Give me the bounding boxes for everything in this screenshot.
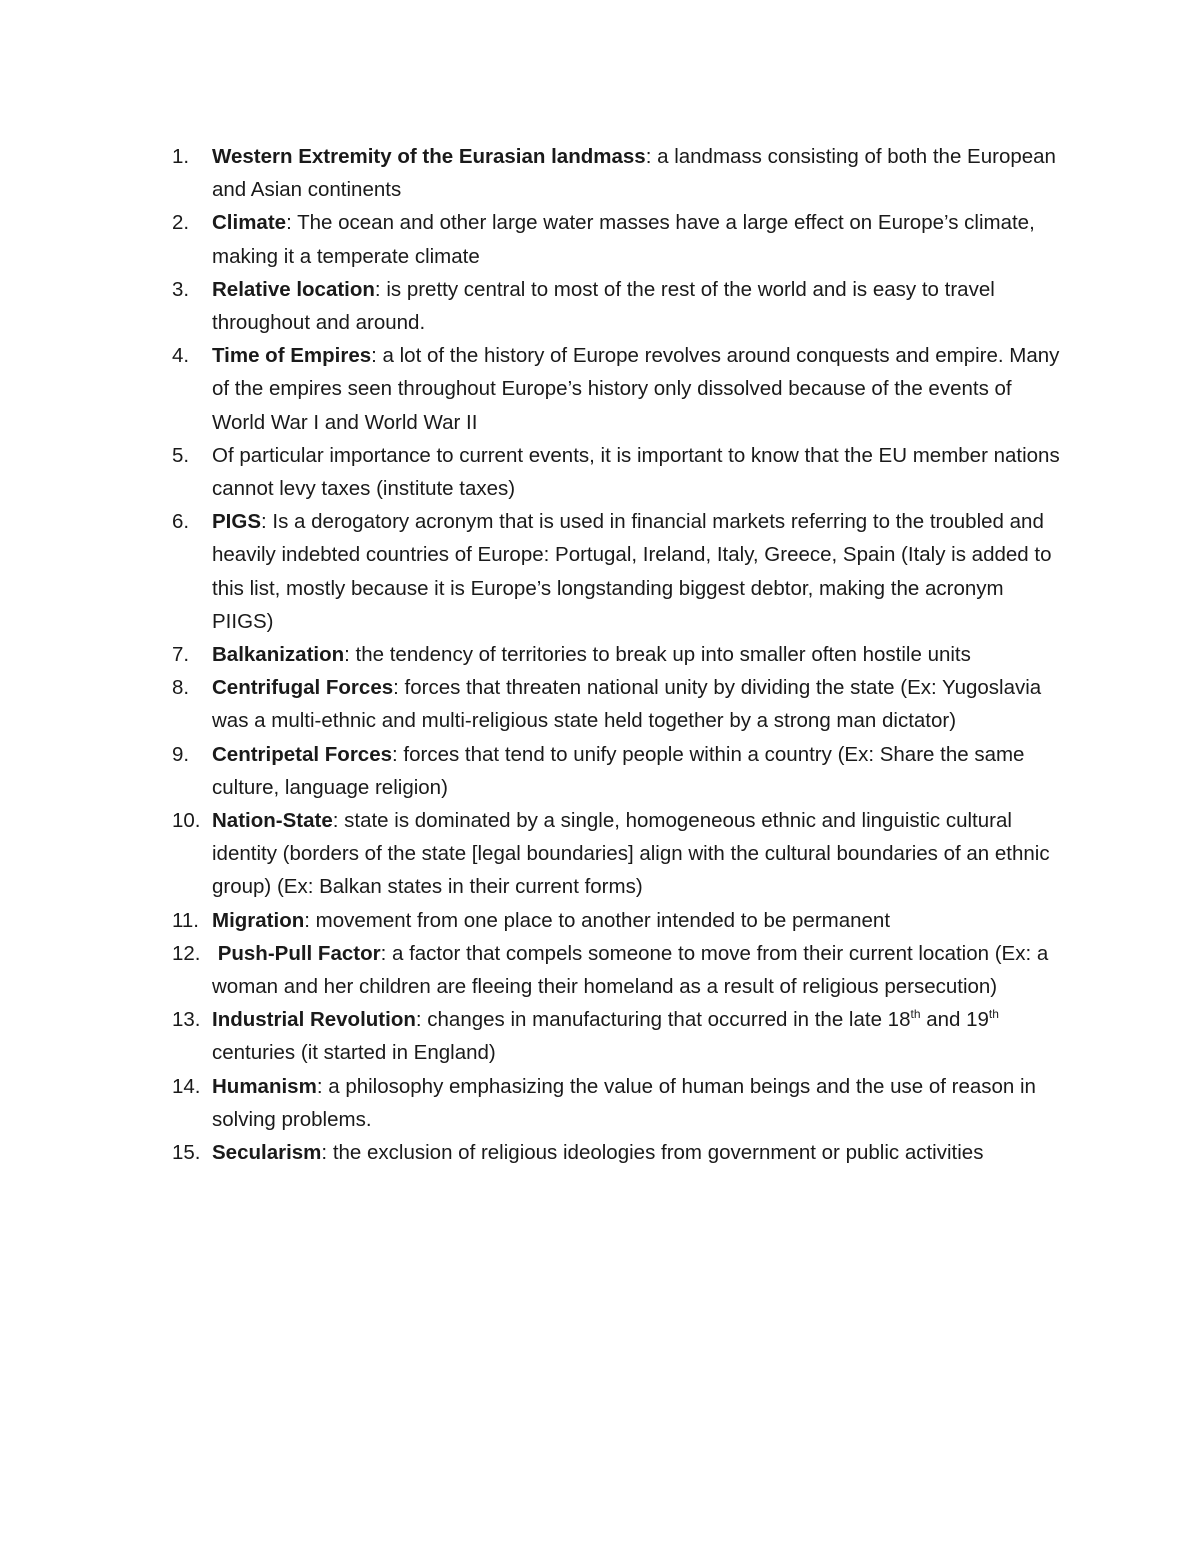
item-definition: forces that threaten national unity by dividing the state (Ex: Yugoslavia was a multi-ethnic and multi-religious state held together by a strong man dictator) <box>212 676 1042 733</box>
item-separator: : <box>415 1008 428 1032</box>
item-content <box>212 671 1062 737</box>
item-term: Western Extremity of the Eurasian landmass <box>212 145 646 168</box>
item-number: 3. <box>172 277 190 301</box>
item-definition: Of particular importance to current events, it is important to know that the EU member nations cannot levy taxes (institute taxes) <box>212 443 1060 501</box>
item-separator: : <box>304 908 316 932</box>
item-definition: forces that tend to unify people within a country (Ex: Share the same culture, language religion) <box>212 742 1025 799</box>
item-content <box>212 638 1062 671</box>
list-item <box>172 140 1062 206</box>
item-definition: Is a derogatory acronym that is used in financial markets referring to the troubled and heavily indebted countries of Europe: Portugal, Ireland, Italy, Greece, Spain (Italy is added to this list, mostly because it is Europe’s longstanding biggest debtor, making the acronym PIIGS) <box>212 510 1052 633</box>
item-number: 5. <box>172 443 190 467</box>
item-term: Secularism <box>212 1141 322 1165</box>
item-term: Climate <box>212 211 287 235</box>
item-separator: : <box>380 941 392 965</box>
list-item <box>172 671 1062 737</box>
item-term: Humanism <box>212 1074 317 1098</box>
term-list <box>172 140 1062 1169</box>
list-item <box>172 339 1062 439</box>
item-separator: : <box>374 277 387 301</box>
item-content <box>212 738 1062 804</box>
superscript: th <box>988 1007 999 1022</box>
item-number: 8. <box>172 676 190 700</box>
item-separator: : <box>371 344 383 368</box>
item-separator: : <box>392 742 404 766</box>
item-separator: : <box>261 510 273 534</box>
item-separator: : <box>645 145 658 168</box>
item-content <box>212 273 1062 339</box>
list-item <box>172 937 1062 1003</box>
item-number: 6. <box>172 510 190 534</box>
item-term: Centrifugal Forces <box>212 676 394 700</box>
item-number: 10. <box>172 809 201 833</box>
item-content <box>212 206 1062 272</box>
item-term: PIGS <box>212 510 261 534</box>
item-definition: a factor that compels someone to move from their current location (Ex: a woman and her children are fleeing their homeland as a result of religious persecution) <box>212 941 1049 999</box>
list-item <box>172 738 1062 804</box>
item-definition: the exclusion of religious ideologies from government or public activities <box>332 1141 984 1165</box>
item-number: 11. <box>172 908 199 932</box>
item-number: 7. <box>172 643 190 667</box>
item-number: 12. <box>172 941 201 965</box>
list-item <box>172 804 1062 904</box>
item-definition-part: centuries (it started in England) <box>212 1041 496 1065</box>
item-definition: is pretty central to most of the rest of the world and is easy to travel throughout and around. <box>212 277 995 335</box>
item-separator: : <box>344 643 356 667</box>
item-definition-part: and 19 <box>920 1008 989 1032</box>
list-item <box>172 1136 1062 1169</box>
list-item <box>172 904 1062 937</box>
item-definition: a lot of the history of Europe revolves around conquests and empire. Many of the empires seen throughout Europe’s history only dissolved because of the events of World War I and World War II <box>212 344 1060 434</box>
item-content <box>212 439 1062 505</box>
list-item <box>172 1003 1062 1069</box>
item-separator: : <box>286 211 298 235</box>
item-term: Time of Empires <box>212 344 372 368</box>
item-definition: movement from one place to another intended to be permanent <box>315 908 891 932</box>
item-number: 13. <box>172 1008 201 1032</box>
item-definition: The ocean and other large water masses have a large effect on Europe’s climate, making it a temperate climate <box>212 211 1035 268</box>
list-item <box>172 273 1062 339</box>
item-separator: : <box>393 676 405 700</box>
item-term: Centripetal Forces <box>212 742 392 766</box>
item-number: 2. <box>172 211 190 235</box>
list-item <box>172 638 1062 671</box>
item-number: 15. <box>172 1141 201 1165</box>
item-number: 1. <box>172 145 190 168</box>
item-number: 9. <box>172 742 190 766</box>
item-content <box>212 1003 1062 1069</box>
item-definition: a landmass consisting of both the European and Asian continents <box>212 145 1056 202</box>
item-content <box>212 804 1062 904</box>
item-content <box>212 505 1062 638</box>
item-content <box>212 904 1062 937</box>
superscript: th <box>910 1007 921 1022</box>
item-term: Balkanization <box>212 643 345 667</box>
item-term: Push-Pull Factor <box>212 941 381 965</box>
item-term: Migration <box>212 908 305 932</box>
list-item <box>172 206 1062 272</box>
item-number: 4. <box>172 344 190 368</box>
item-content <box>212 937 1062 1003</box>
list-item <box>172 439 1062 505</box>
item-content <box>212 1136 1062 1169</box>
item-term: Industrial Revolution <box>212 1008 416 1032</box>
item-separator: : <box>332 809 345 833</box>
item-separator: : <box>321 1141 333 1165</box>
item-content <box>212 140 1062 206</box>
item-term: Relative location <box>212 277 375 301</box>
list-item <box>172 1070 1062 1136</box>
item-definition: state is dominated by a single, homogeneous ethnic and linguistic cultural identity (borders of the state [legal boundaries] align with the cultural boundaries of an ethnic group) (Ex: Balkan states in their current forms) <box>212 809 1050 899</box>
item-term: Nation-State <box>212 809 333 833</box>
item-definition: a philosophy emphasizing the value of human beings and the use of reason in solving problems. <box>212 1074 1036 1131</box>
item-number: 14. <box>172 1074 201 1098</box>
item-content <box>212 1070 1062 1136</box>
item-definition-part: changes in manufacturing that occurred in the late 18 <box>427 1008 911 1032</box>
item-definition: the tendency of territories to break up into smaller often hostile units <box>355 643 971 667</box>
list-item <box>172 505 1062 638</box>
item-content <box>212 339 1062 439</box>
item-separator: : <box>316 1074 329 1098</box>
